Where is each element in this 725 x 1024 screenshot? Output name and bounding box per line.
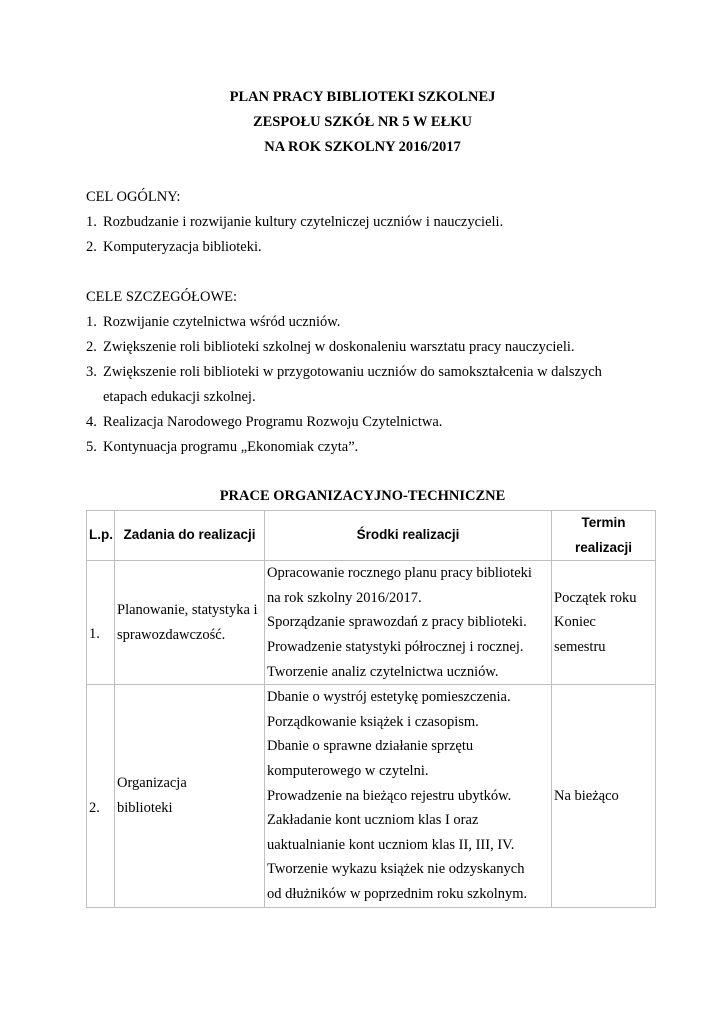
row-number: 1.	[87, 561, 115, 685]
task-line: sprawozdawczość.	[117, 626, 226, 643]
list-text: Komputeryzacja biblioteki.	[103, 239, 262, 255]
means-line: Sporządzanie sprawozdań z pracy biblioteki.	[267, 614, 527, 631]
list-number: 2.	[86, 239, 97, 255]
term-line: Koniec	[554, 614, 596, 631]
means-line: Tworzenie wykazu książek nie odzyskanych	[267, 861, 525, 878]
header-term	[552, 511, 656, 561]
task-line: biblioteki	[117, 799, 173, 816]
list-text: Zwiększenie roli biblioteki szkolnej w doskonaleniu warsztatu pracy nauczycieli.	[103, 339, 575, 355]
means-line: Dbanie o sprawne działanie sprzętu	[267, 738, 474, 755]
means-line: Prowadzenie statystyki półrocznej i rocznej.	[267, 638, 524, 655]
general-goal-heading: CEL OGÓLNY:	[86, 189, 181, 205]
list-number: 5.	[86, 439, 97, 455]
list-number: 2.	[86, 339, 97, 355]
table-row	[87, 561, 656, 685]
list-text: Rozbudzanie i rozwijanie kultury czytelniczej uczniów i nauczycieli.	[103, 214, 504, 230]
list-number: 4.	[86, 414, 97, 430]
table-title: PRACE ORGANIZACYJNO-TECHNICZNE	[219, 488, 506, 504]
document-title-line1: PLAN PRACY BIBLIOTEKI SZKOLNEJ	[229, 89, 496, 105]
list-text: Rozwijanie czytelnictwa wśród uczniów.	[103, 314, 341, 330]
header-means: Środki realizacji	[265, 511, 552, 561]
means-line: Opracowanie rocznego planu pracy biblioteki	[267, 565, 532, 582]
header-term-line2: realizacji	[574, 539, 633, 555]
row-term	[552, 685, 656, 907]
row-task	[115, 561, 265, 685]
task-line: Organizacja	[117, 775, 187, 792]
term-line: Na bieżąco	[554, 787, 619, 804]
means-line: komputerowego w czytelni.	[267, 762, 429, 779]
list-text: etapach edukacji szkolnej.	[103, 389, 256, 405]
means-line: Prowadzenie na bieżąco rejestru ubytków.	[267, 787, 512, 804]
means-line: uaktualnianie kont uczniom klas II, III, IV.	[267, 836, 515, 853]
table-row	[87, 685, 656, 907]
means-line: Dbanie o wystrój estetykę pomieszczenia.	[267, 689, 511, 706]
row-number: 2.	[87, 685, 115, 907]
specific-goals-heading: CELE SZCZEGÓŁOWE:	[86, 289, 238, 305]
list-number: 1.	[86, 214, 97, 230]
header-tasks: Zadania do realizacji	[115, 511, 265, 561]
row-means	[265, 561, 552, 685]
document-title-line2: ZESPOŁU SZKÓŁ NR 5 W EŁKU	[252, 114, 473, 130]
list-text: Kontynuacja programu „Ekonomiak czyta”.	[103, 439, 359, 455]
row-term	[552, 561, 656, 685]
list-number: 3.	[86, 364, 97, 380]
list-text: Zwiększenie roli biblioteki w przygotowaniu uczniów do samokształcenia w dalszych	[103, 364, 602, 380]
task-line: Planowanie, statystyka i	[117, 602, 258, 619]
table-header-row	[87, 511, 656, 561]
term-line: Początek roku	[554, 589, 637, 606]
row-task	[115, 685, 265, 907]
header-term-line1: Termin	[581, 515, 626, 530]
term-line: semestru	[554, 638, 606, 655]
means-line: Zakładanie kont uczniom klas I oraz	[267, 812, 479, 829]
tasks-table	[86, 510, 656, 908]
means-line: na rok szkolny 2016/2017.	[267, 589, 422, 606]
means-line: Porządkowanie książek i czasopism.	[267, 713, 479, 730]
document-title-line3: NA ROK SZKOLNY 2016/2017	[264, 139, 461, 155]
means-line: od dłużników w poprzednim roku szkolnym.	[267, 885, 528, 902]
list-number: 1.	[86, 314, 97, 330]
means-line: Tworzenie analiz czytelnictwa uczniów.	[267, 663, 499, 680]
header-lp: L.p.	[87, 511, 115, 561]
list-text: Realizacja Narodowego Programu Rozwoju Czytelnictwa.	[103, 414, 443, 430]
row-means	[265, 685, 552, 907]
